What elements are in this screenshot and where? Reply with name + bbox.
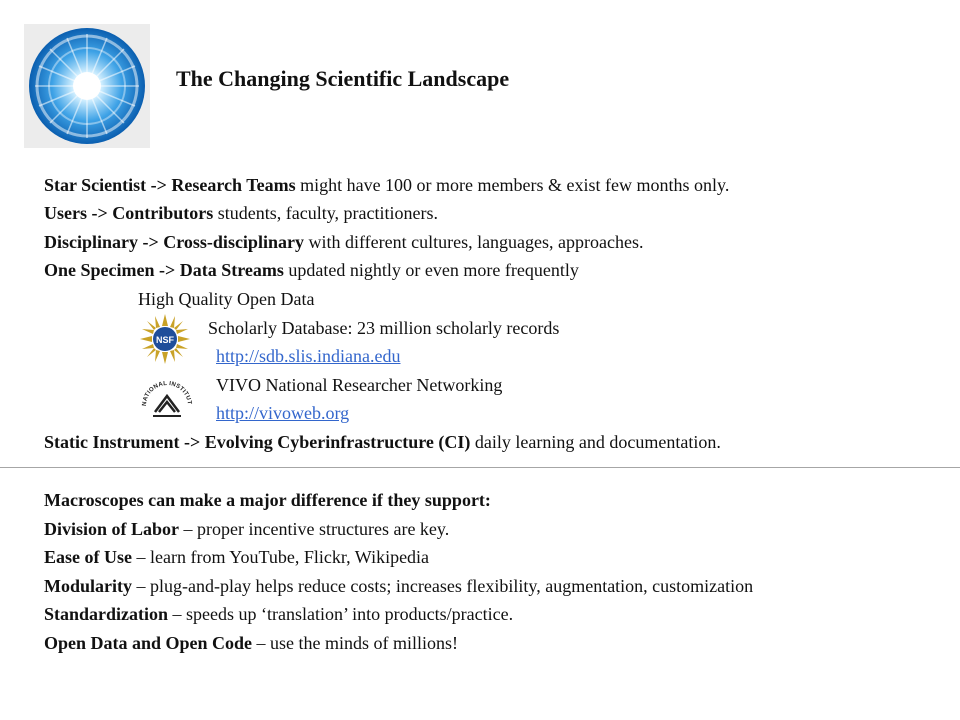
section-divider — [0, 467, 960, 468]
macroscope-item-bold: Division of Labor — [44, 519, 180, 539]
transition-text: might have 100 or more members & exist few months only. — [295, 175, 730, 195]
transition-line-1 — [44, 174, 729, 196]
ci-line — [44, 431, 721, 453]
macroscope-item-text: – learn from YouTube, Flickr, Wikipedia — [132, 547, 430, 567]
macroscope-item-bold: Ease of Use — [44, 547, 132, 567]
transition-text: updated nightly or even more frequently — [283, 260, 579, 280]
nih-logo-label: NATIONAL INSTITUT — [141, 380, 193, 407]
transition-bold: One Specimen -> Data Streams — [44, 260, 284, 280]
sdb-link[interactable]: http://sdb.slis.indiana.edu — [216, 346, 401, 366]
nih-logo-icon — [140, 376, 194, 430]
transition-bold: Users -> Contributors — [44, 203, 214, 223]
ci-text: daily learning and documentation. — [470, 432, 721, 452]
sdb-description: Scholarly Database: 23 million scholarly records — [208, 318, 560, 338]
transition-line-4 — [44, 259, 579, 281]
page-title: The Changing Scientific Landscape — [176, 66, 510, 91]
macroscope-item-bold: Modularity — [44, 576, 132, 596]
transition-line-3 — [44, 231, 644, 253]
vivo-description: VIVO National Researcher Networking — [216, 375, 503, 395]
macroscope-item-text: – use the minds of millions! — [252, 633, 459, 653]
macroscope-item-bold: Standardization — [44, 604, 169, 624]
transition-line-2 — [44, 202, 438, 224]
macroscope-item-text: – speeds up ‘translation’ into products/practice. — [168, 604, 514, 624]
transition-bold: Star Scientist -> Research Teams — [44, 175, 296, 195]
macroscope-item-text: – proper incentive structures are key. — [179, 519, 450, 539]
transition-bold: Disciplinary -> Cross-disciplinary — [44, 232, 304, 252]
macroscope-item-text: – plug-and-play helps reduce costs; increases flexibility, augmentation, customization — [132, 576, 754, 596]
macroscope-item-bold: Open Data and Open Code — [44, 633, 253, 653]
macroscope-item — [44, 546, 429, 568]
macroscope-item — [44, 575, 753, 597]
nsf-logo-label: NSF — [156, 335, 174, 345]
transition-text: with different cultures, languages, approaches. — [303, 232, 644, 252]
ci-bold: Static Instrument -> Evolving Cyberinfrastructure (CI) — [44, 432, 471, 452]
nsf-logo-icon — [140, 314, 190, 364]
macroscope-item — [44, 603, 513, 625]
open-data-heading: High Quality Open Data — [138, 289, 315, 309]
macroscope-item — [44, 632, 458, 654]
transition-text: students, faculty, practitioners. — [213, 203, 439, 223]
macroscopes-heading: Macroscopes can make a major difference if they support: — [44, 490, 491, 510]
macroscope-item — [44, 518, 449, 540]
globe-eye-logo-icon — [24, 24, 150, 148]
vivo-link[interactable]: http://vivoweb.org — [216, 403, 350, 423]
